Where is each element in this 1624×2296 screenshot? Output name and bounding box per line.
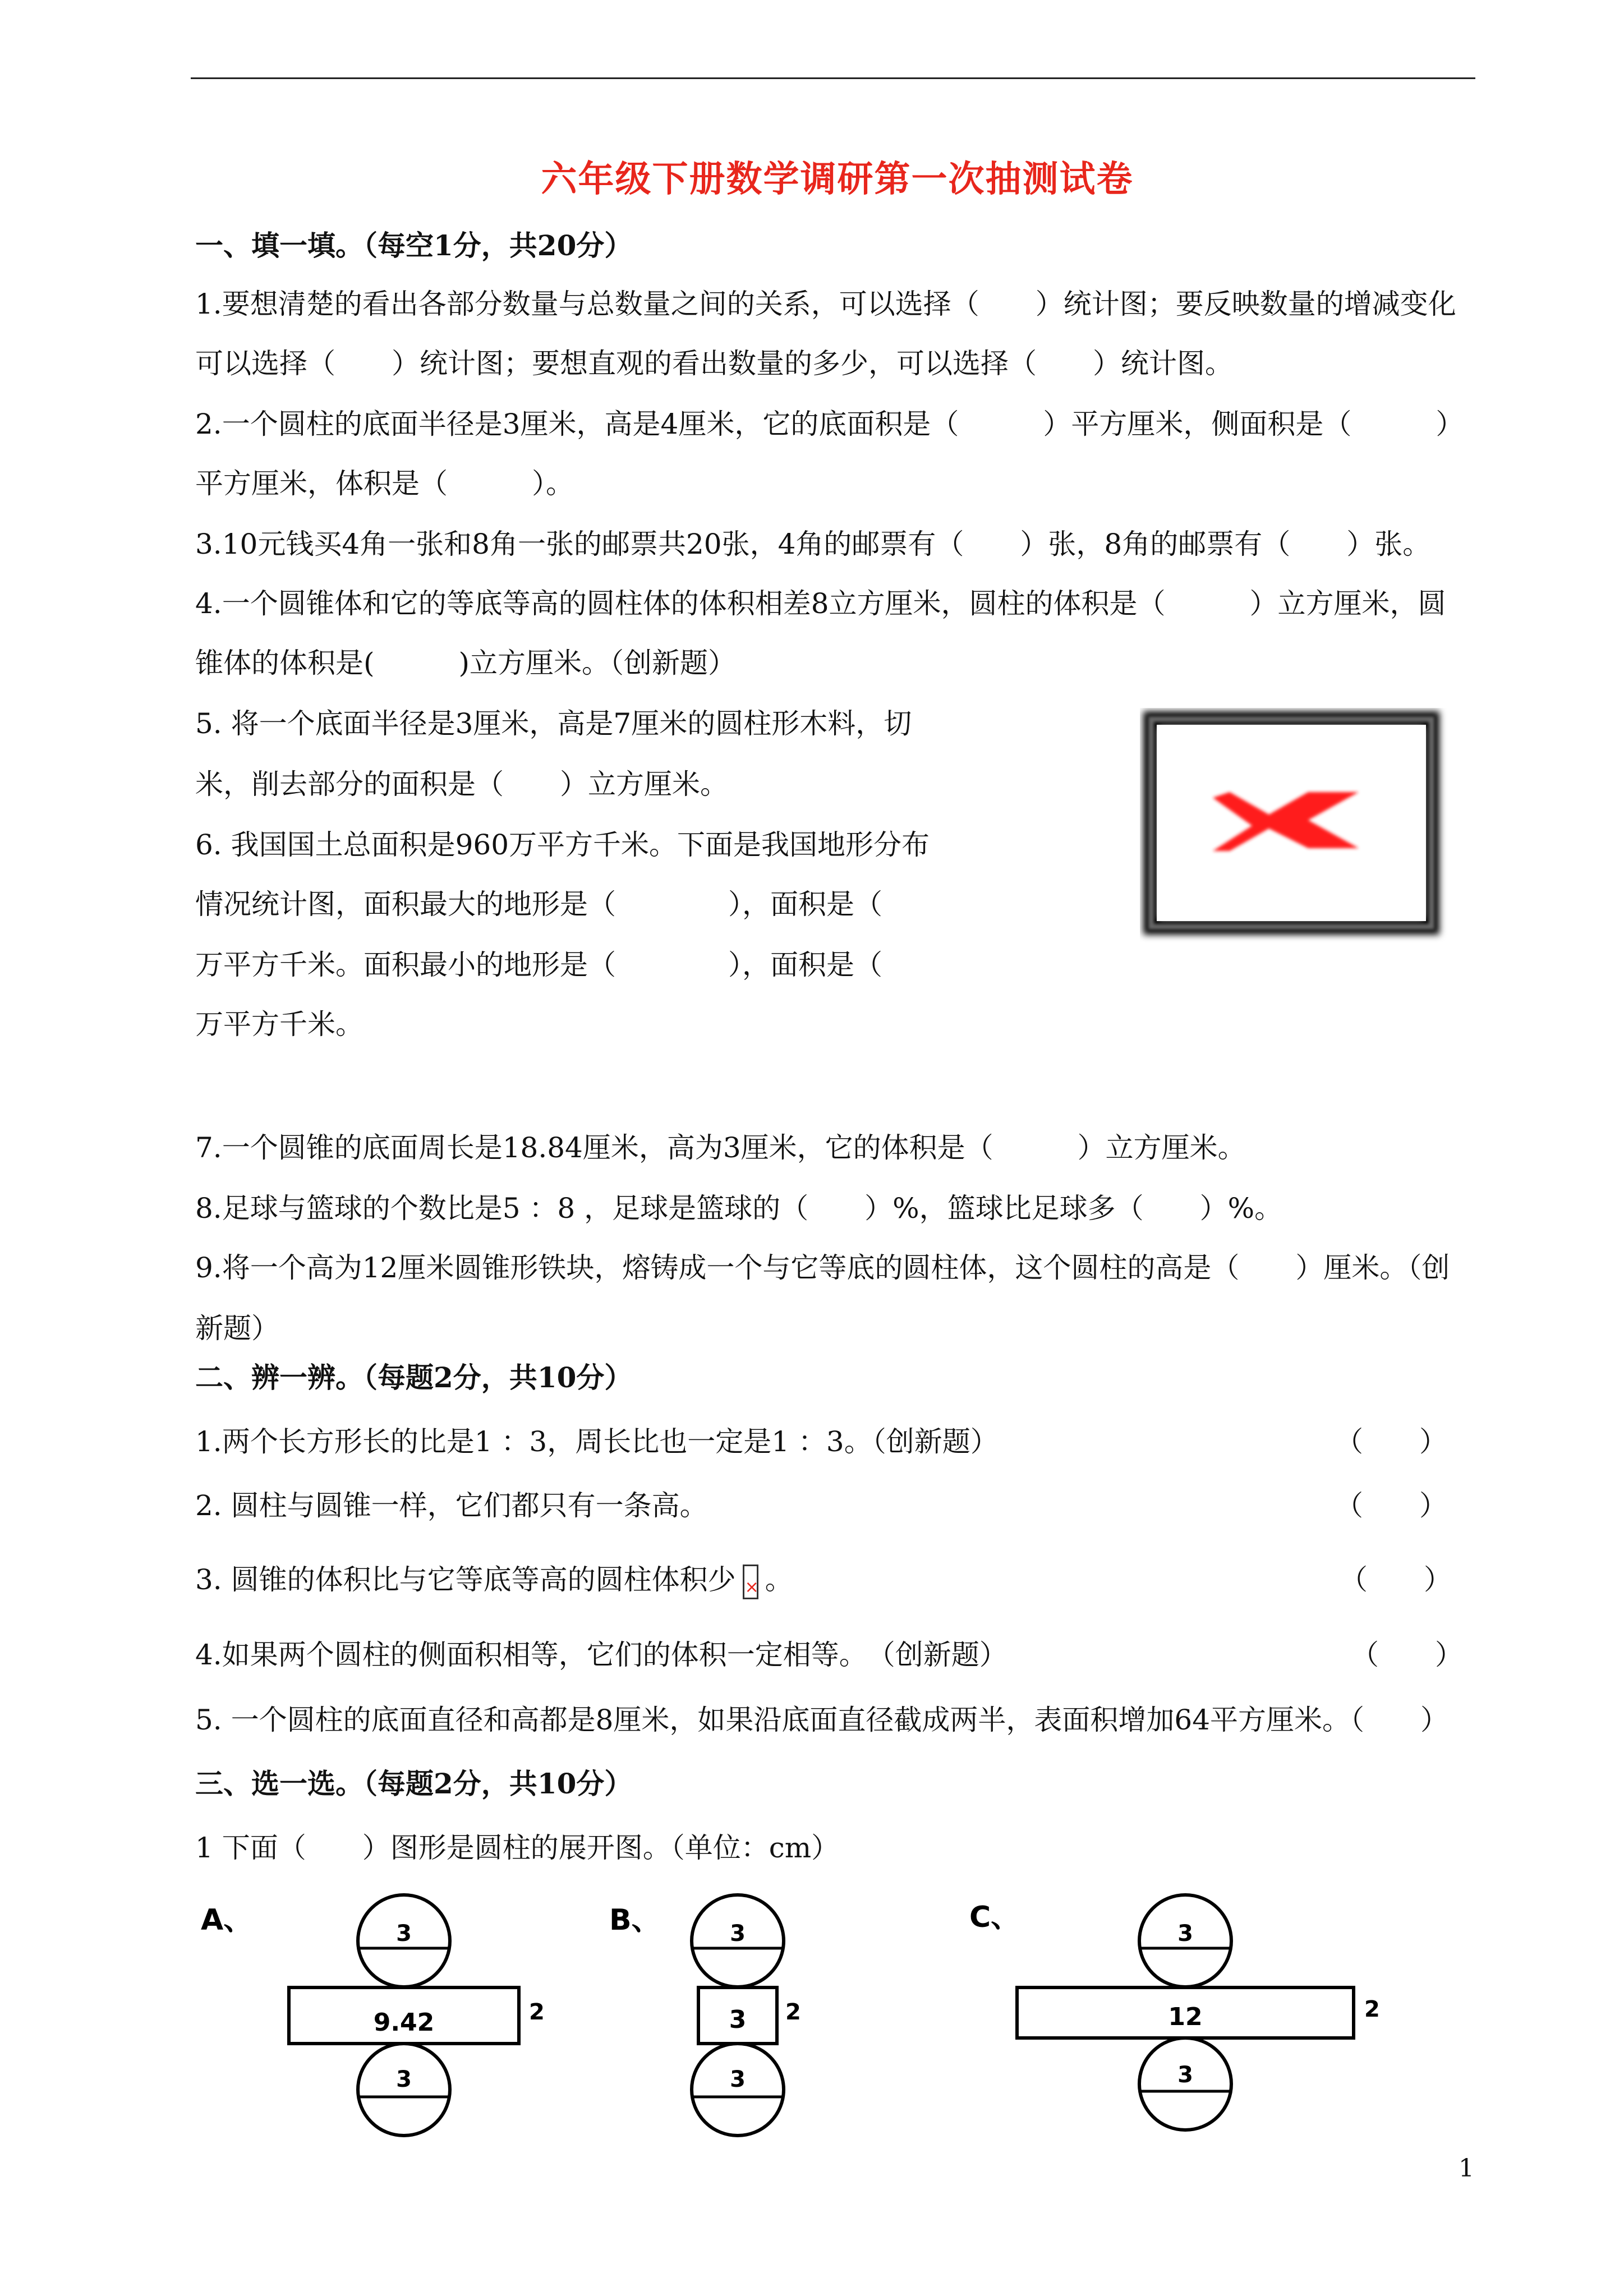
option-b-top-circle-label: 3 (730, 1921, 746, 1947)
section1-heading: 一、填一填。（每空1分，共20分） (195, 229, 633, 262)
page-title: 六年级下册数学调研第一次抽测试卷 (541, 158, 1134, 200)
s2-item-3: 3. 圆锥的体积比与它等底等高的圆柱体积少 (195, 1563, 736, 1596)
s3-q1: 1 下面（ ）图形是圆柱的展开图。（单位：cm） (195, 1832, 840, 1864)
option-a-label: A、 (201, 1903, 253, 1937)
option-a-net (196, 1885, 544, 2137)
option-b-bottom-circle-label: 3 (730, 2067, 746, 2092)
option-c-bottom-circle-label: 3 (1177, 2062, 1193, 2088)
s2-item-5: 5. 一个圆柱的底面直径和高都是8厘米，如果沿底面直径截成两半，表面积增加64平方厘米。（ ） (195, 1704, 1449, 1736)
s1-line-14: 7.一个圆锥的底面周长是18.84厘米，高为3厘米，它的体积是（ ）立方厘米。 (195, 1131, 1246, 1164)
s1-line-2: 可以选择（ ）统计图；要想直观的看出数量的多少，可以选择（ ）统计图。 (195, 347, 1233, 380)
s1-line-10: 6. 我国国土总面积是960万平方千米。下面是我国地形分布 (195, 829, 930, 861)
header-rule (191, 77, 1475, 79)
s1-line-8: 5. 将一个底面半径是3厘米，高是7厘米的圆柱形木料，切 (195, 707, 912, 740)
s2-answer-2[interactable]: （ ） (1335, 1489, 1447, 1522)
option-b-rect-label: 3 (729, 2005, 747, 2034)
option-b-side-label: 2 (785, 1999, 801, 2025)
option-c-label: C、 (969, 1901, 1020, 1934)
s1-line-1: 1.要想清楚的看出各部分数量与总数量之间的关系，可以选择（ ）统计图；要反映数量的增减变化 (195, 288, 1456, 320)
s1-line-9: 米，削去部分的面积是（ ）立方厘米。 (195, 768, 728, 800)
broken-image-icon (1140, 708, 1454, 944)
option-a-figure[interactable] (196, 1885, 544, 2139)
s1-line-16: 9.将一个高为12厘米圆锥形铁块，熔铸成一个与它等底的圆柱体，这个圆柱的高是（ ）厘米。（创 (195, 1251, 1450, 1284)
option-a-top-circle-label: 3 (396, 1921, 412, 1947)
option-b-label: B、 (609, 1903, 661, 1937)
s1-line-4: 平方厘米，体积是（ ）。 (195, 467, 574, 500)
section2-heading: 二、辨一辨。（每题2分，共10分） (195, 1361, 633, 1394)
option-c-rect-label: 12 (1168, 2003, 1203, 2031)
s2-answer-3[interactable]: （ ） (1340, 1563, 1452, 1596)
s2-answer-4[interactable]: （ ） (1351, 1639, 1463, 1671)
s1-line-5: 3.10元钱买4角一张和8角一张的邮票共20张，4角的邮票有（ ）张，8角的邮票有（ ）张。 (195, 528, 1431, 560)
section3-heading: 三、选一选。（每题2分，共10分） (195, 1767, 633, 1800)
option-b-figure[interactable] (606, 1885, 841, 2139)
inline-broken-image-icon (743, 1565, 758, 1599)
option-a-bottom-circle-label: 3 (396, 2067, 412, 2092)
s2-item-2: 2. 圆柱与圆锥一样，它们都只有一条高。 (195, 1489, 708, 1522)
s1-line-11: 情况统计图，面积最大的地形是（ ），面积是（ (195, 888, 882, 921)
s2-item-4: 4.如果两个圆柱的侧面积相等，它们的体积一定相等。 （创新题） (195, 1639, 1007, 1671)
s2-item-3-row (195, 1563, 793, 1599)
option-b-net (606, 1885, 841, 2137)
s1-line-17: 新题） (195, 1312, 279, 1345)
s1-line-3: 2.一个圆柱的底面半径是3厘米，高是4厘米，它的底面积是（ ）平方厘米，侧面积是（ ） (195, 408, 1464, 440)
option-c-figure[interactable] (965, 1885, 1402, 2139)
s2-item-1: 1.两个长方形长的比是1 ：3，周长比也一定是1 ：3。（创新题） (195, 1425, 999, 1458)
option-c-top-circle-label: 3 (1177, 1921, 1193, 1947)
option-a-rect-label: 9.42 (373, 2008, 435, 2037)
s1-line-12: 万平方千米。面积最小的地形是（ ），面积是（ (195, 949, 882, 981)
page-number: 1 (1459, 2154, 1474, 2183)
s1-line-15: 8.足球与篮球的个数比是5 ：8 ，足球是篮球的（ ）%，篮球比足球多（ ）%。 (195, 1192, 1283, 1225)
option-c-side-label: 2 (1364, 1996, 1380, 2022)
s2-item-3-tail: 。 (765, 1563, 793, 1596)
option-a-side-label: 2 (529, 1999, 544, 2025)
s1-line-7: 锥体的体积是( )立方厘米。（创新题） (195, 647, 737, 679)
s1-line-13: 万平方千米。 (195, 1008, 364, 1041)
s1-line-6: 4.一个圆锥体和它的等底等高的圆柱体的体积相差8立方厘米，圆柱的体积是（ ）立方厘米，圆 (195, 587, 1446, 620)
s2-answer-1[interactable]: （ ） (1335, 1425, 1447, 1458)
option-c-net (965, 1885, 1402, 2137)
